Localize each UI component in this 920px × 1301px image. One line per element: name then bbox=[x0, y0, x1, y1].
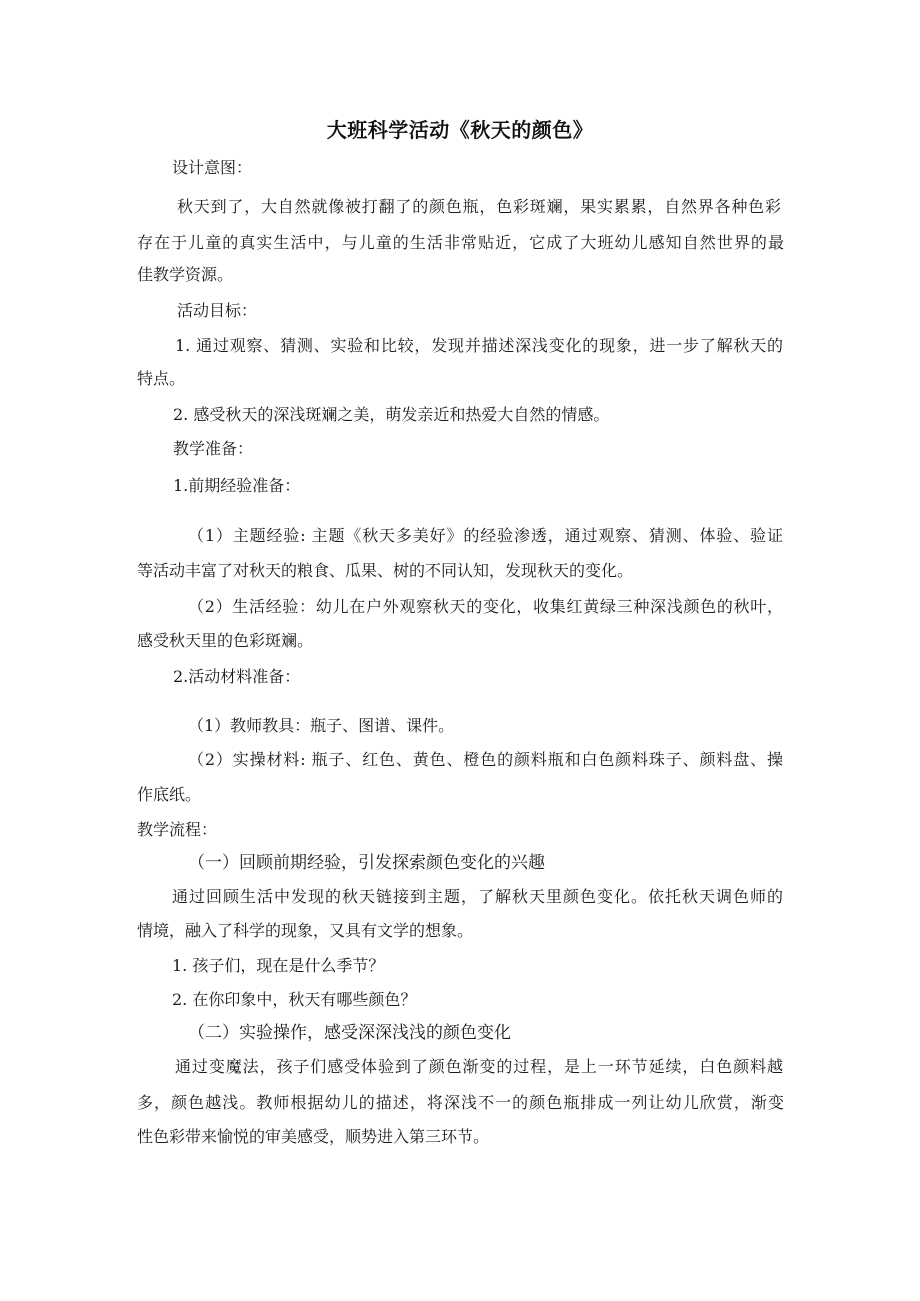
materials-item-2-line: 作底纸。 bbox=[137, 785, 202, 804]
paragraph-line: 佳教学资源。 bbox=[137, 265, 234, 284]
materials-item-2-line: （2）实操材料: 瓶子、红色、黄色、橙色的颜料瓶和白色颜料珠子、颜料盘、操 bbox=[188, 750, 783, 769]
section-2-heading: （二）实验操作，感受深深浅浅的颜色变化 bbox=[188, 1023, 511, 1043]
experience-item-2-line: 感受秋天里的色彩斑斓。 bbox=[137, 631, 314, 650]
prep-heading: 教学准备： bbox=[173, 439, 254, 458]
design-intent-heading: 设计意图： bbox=[172, 158, 253, 177]
materials-item-1: （1）教师教具：瓶子、图谱、课件。 bbox=[188, 716, 455, 735]
experience-item-1-line: （1）主题经验: 主题《秋天多美好》的经验渗透，通过观察、猜测、体验、验证 bbox=[188, 526, 783, 545]
section-1-line: 通过回顾生活中发现的秋天链接到主题，了解秋天里颜色变化。依托秋天调色师的 bbox=[172, 887, 783, 906]
document-title: 大班科学活动《秋天的颜色》 bbox=[326, 118, 594, 142]
goal-1-line: 1. 通过观察、猜测、实验和比较，发现并描述深浅变化的现象，进一步了解秋天的 bbox=[175, 336, 783, 355]
flow-heading: 教学流程： bbox=[137, 820, 218, 839]
experience-item-1-line: 等活动丰富了对秋天的粮食、瓜果、树的不同认知，发现秋天的变化。 bbox=[137, 561, 634, 580]
goals-heading: 活动目标： bbox=[177, 301, 258, 320]
question-2: 2. 在你印象中，秋天有哪些颜色？ bbox=[172, 990, 417, 1009]
section-1-line: 情境，融入了科学的现象，又具有文学的想象。 bbox=[137, 921, 474, 940]
goal-1-line: 特点。 bbox=[137, 369, 186, 388]
section-2-line: 性色彩带来愉悦的审美感受，顺势进入第三环节。 bbox=[137, 1127, 490, 1146]
paragraph-line: 秋天到了，大自然就像被打翻了的颜色瓶，色彩斑斓，果实累累，自然界各种色彩 bbox=[177, 197, 781, 216]
goal-2: 2. 感受秋天的深浅斑斓之美，萌发亲近和热爱大自然的情感。 bbox=[173, 405, 610, 424]
section-2-line: 多，颜色越浅。教师根据幼儿的描述，将深浅不一的颜色瓶排成一列让幼儿欣赏，渐变 bbox=[137, 1093, 784, 1112]
section-1-heading: （一）回顾前期经验，引发探索颜色变化的兴趣 bbox=[188, 853, 545, 873]
experience-heading: 1.前期经验准备： bbox=[173, 476, 301, 495]
experience-item-2-line: （2）生活经验：幼儿在户外观察秋天的变化，收集红黄绿三种深浅颜色的秋叶， bbox=[188, 597, 783, 616]
paragraph-line: 存在于儿童的真实生活中，与儿童的生活非常贴近，它成了大班幼儿感知自然世界的最 bbox=[137, 233, 784, 252]
materials-heading: 2.活动材料准备： bbox=[173, 667, 301, 686]
question-1: 1. 孩子们，现在是什么季节？ bbox=[172, 956, 385, 975]
section-2-line: 通过变魔法，孩子们感受体验到了颜色渐变的过程，是上一环节延续，白色颜料越 bbox=[175, 1057, 783, 1076]
